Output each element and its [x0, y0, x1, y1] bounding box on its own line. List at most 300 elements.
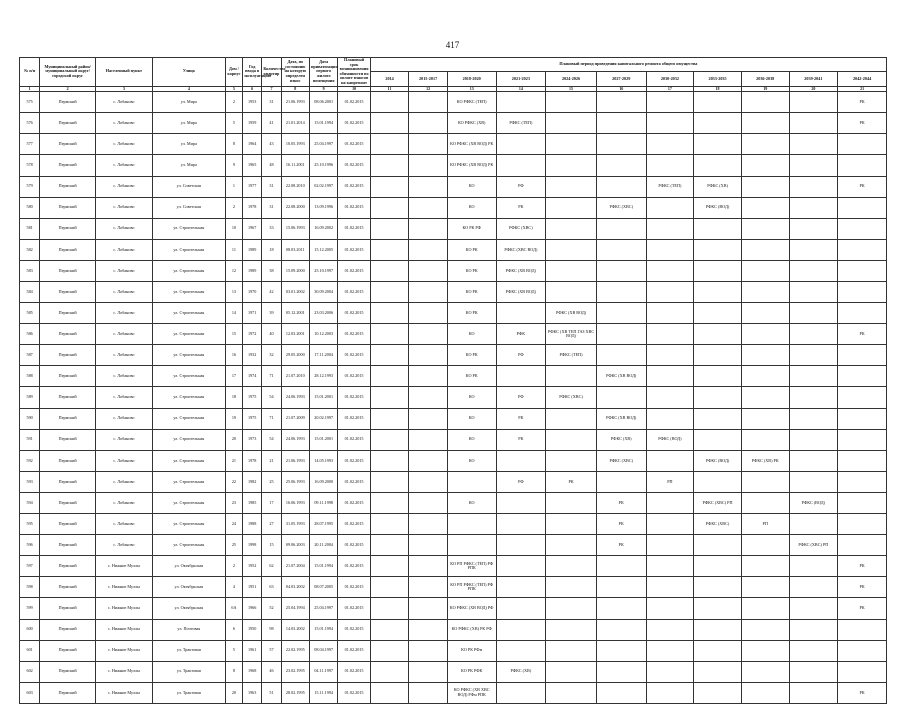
cell-settlement: с. Лобаново	[96, 514, 153, 535]
cell-flats: 25	[262, 471, 281, 492]
cell-period-works	[370, 429, 409, 450]
cell-settlement: с. Лобаново	[96, 429, 153, 450]
cell-period-works	[789, 619, 838, 640]
header-cell-column-number: 5	[225, 86, 242, 92]
cell-period-works	[546, 239, 597, 260]
cell-street: ул. Строительная	[152, 282, 225, 303]
cell-period-works	[409, 450, 448, 471]
table-row	[20, 514, 887, 535]
cell-period-works	[596, 134, 646, 155]
cell-period-works	[646, 387, 694, 408]
header-cell-privatization-date: Дата приватизации первого жилого помещения	[309, 58, 337, 87]
cell-period-works	[409, 535, 448, 556]
cell-period-works: КО РК	[447, 303, 496, 324]
cell-privatization-date: 08.07.2005	[309, 577, 337, 598]
header-cell-period: 2033-2035	[694, 72, 742, 86]
cell-period-works: РФКС (ХВ ВОД)	[596, 408, 646, 429]
cell-flats: 42	[262, 282, 281, 303]
cell-period-works	[741, 345, 789, 366]
cell-wear-date: 31.05.1993	[281, 514, 309, 535]
cell-period-works	[646, 113, 694, 134]
cell-period-works: РФКС (ХВ ВОД)	[546, 303, 597, 324]
cell-period-works	[370, 535, 409, 556]
cell-district: Пермский	[40, 450, 96, 471]
cell-year: 1966	[243, 598, 262, 619]
table-row	[20, 345, 887, 366]
cell-wear-date: 03.01.2002	[281, 282, 309, 303]
cell-wear-date: 09.06.2003	[281, 535, 309, 556]
cell-number: 590	[20, 408, 40, 429]
table-row	[20, 387, 887, 408]
cell-deadline: 01.02.2015	[338, 661, 370, 682]
cell-year: 1971	[243, 303, 262, 324]
cell-flats: 40	[262, 324, 281, 345]
cell-period-works	[409, 366, 448, 387]
cell-period-works	[694, 429, 742, 450]
cell-period-works: КО РФКС (ХВ)	[447, 113, 496, 134]
cell-period-works	[496, 535, 546, 556]
cell-flats: 71	[262, 408, 281, 429]
cell-period-works	[694, 155, 742, 176]
cell-period-works	[596, 556, 646, 577]
cell-period-works: РФКС (ХВ ВОД)	[496, 282, 546, 303]
cell-period-works: РФКС (ХВС)	[496, 218, 546, 239]
cell-wear-date: 24.06.1993	[281, 429, 309, 450]
cell-house: 2	[225, 92, 242, 113]
cell-period-works	[409, 113, 448, 134]
cell-house: 16	[225, 345, 242, 366]
table-row	[20, 450, 887, 471]
cell-period-works	[838, 134, 887, 155]
cell-district: Пермский	[40, 408, 96, 429]
cell-year: 1963	[243, 682, 262, 703]
cell-period-works	[646, 408, 694, 429]
cell-period-works	[596, 682, 646, 703]
table-row	[20, 134, 887, 155]
cell-period-works: РК	[838, 577, 887, 598]
cell-district: Пермский	[40, 366, 96, 387]
cell-period-works	[646, 450, 694, 471]
cell-year: 1951	[243, 577, 262, 598]
cell-flats: 21	[262, 450, 281, 471]
cell-period-works	[409, 134, 448, 155]
header-cell-column-number: 10	[338, 86, 370, 92]
header-cell-period-group: Плановый период проведения капитального ремонта общего имущества	[370, 58, 886, 72]
table-row	[20, 556, 887, 577]
cell-period-works: РФКС (ХВ)	[496, 661, 546, 682]
cell-period-works	[646, 92, 694, 113]
cell-wear-date: 24.06.1993	[281, 387, 309, 408]
cell-deadline: 01.02.2015	[338, 682, 370, 703]
header-cell-column-number: 17	[646, 86, 694, 92]
cell-period-works	[789, 218, 838, 239]
cell-wear-date: 10.05.1993	[281, 134, 309, 155]
cell-wear-date: 25.04.1994	[281, 598, 309, 619]
cell-period-works	[838, 408, 887, 429]
cell-period-works	[646, 598, 694, 619]
cell-period-works: КО РК РФК	[447, 661, 496, 682]
cell-period-works	[370, 113, 409, 134]
cell-period-works: РФКС (ВОД)	[646, 429, 694, 450]
cell-number: 588	[20, 366, 40, 387]
table-row	[20, 113, 887, 134]
cell-period-works: КО РК	[447, 345, 496, 366]
cell-street: ул. Почтовая	[152, 619, 225, 640]
cell-privatization-date: 28.07.1995	[309, 514, 337, 535]
cell-period-works	[646, 303, 694, 324]
cell-period-works	[370, 345, 409, 366]
cell-wear-date: 23.02.1995	[281, 661, 309, 682]
cell-wear-date: 15.09.2000	[281, 260, 309, 281]
cell-deadline: 01.02.2015	[338, 619, 370, 640]
cell-period-works	[370, 197, 409, 218]
cell-period-works: РК	[838, 113, 887, 134]
cell-period-works: КО РП РФКС (ТЕП) РФ РПК	[447, 556, 496, 577]
cell-deadline: 01.02.2015	[338, 366, 370, 387]
cell-period-works	[496, 92, 546, 113]
table-row	[20, 577, 887, 598]
cell-period-works	[409, 514, 448, 535]
cell-district: Пермский	[40, 282, 96, 303]
cell-period-works	[741, 113, 789, 134]
cell-period-works	[789, 92, 838, 113]
cell-wear-date: 21.07.2010	[281, 366, 309, 387]
cell-period-works	[546, 408, 597, 429]
cell-settlement: с. Лобаново	[96, 366, 153, 387]
header-cell-column-number: 4	[152, 86, 225, 92]
cell-house: 5	[225, 640, 242, 661]
cell-period-works: КО	[447, 324, 496, 345]
table-row	[20, 303, 887, 324]
cell-wear-date: 16.06.1993	[281, 492, 309, 513]
cell-period-works	[546, 282, 597, 303]
cell-period-works	[409, 661, 448, 682]
cell-period-works: КО РК	[447, 239, 496, 260]
cell-period-works	[741, 366, 789, 387]
table-row	[20, 429, 887, 450]
header-cell-column-number: 6	[243, 86, 262, 92]
cell-period-works: КО	[447, 450, 496, 471]
cell-house: 24	[225, 514, 242, 535]
cell-period-works	[838, 239, 887, 260]
cell-settlement: с. Лобаново	[96, 303, 153, 324]
cell-district: Пермский	[40, 471, 96, 492]
cell-period-works: РФ	[496, 345, 546, 366]
cell-period-works	[646, 492, 694, 513]
cell-deadline: 01.02.2015	[338, 324, 370, 345]
cell-period-works: КО РФКС (ХВ ВОД) РФ	[447, 598, 496, 619]
table-row	[20, 282, 887, 303]
cell-settlement: с. Лобаново	[96, 197, 153, 218]
cell-year: 1978	[243, 450, 262, 471]
cell-period-works	[447, 471, 496, 492]
cell-period-works: РФКС (ТЕП)	[646, 176, 694, 197]
cell-period-works	[789, 303, 838, 324]
table-row	[20, 471, 887, 492]
cell-settlement: с. Лобаново	[96, 345, 153, 366]
cell-house: 22	[225, 471, 242, 492]
cell-district: Пермский	[40, 345, 96, 366]
cell-privatization-date: 16.09.2002	[309, 218, 337, 239]
cell-period-works	[496, 598, 546, 619]
cell-period-works: РФКС (ХВ)	[694, 176, 742, 197]
cell-period-works	[646, 324, 694, 345]
cell-period-works	[789, 598, 838, 619]
cell-settlement: с. Лобаново	[96, 450, 153, 471]
cell-number: 595	[20, 514, 40, 535]
cell-wear-date: 15.06.1993	[281, 218, 309, 239]
cell-number: 580	[20, 197, 40, 218]
cell-number: 591	[20, 429, 40, 450]
cell-period-works	[694, 218, 742, 239]
table-row	[20, 239, 887, 260]
cell-flats: 38	[262, 260, 281, 281]
cell-flats: 15	[262, 535, 281, 556]
cell-period-works	[370, 260, 409, 281]
cell-number: 596	[20, 535, 40, 556]
table-row	[20, 324, 887, 345]
header-cell-period: 2024-2026	[546, 72, 597, 86]
cell-period-works	[596, 303, 646, 324]
cell-period-works	[646, 282, 694, 303]
cell-period-works	[496, 450, 546, 471]
cell-house: 25	[225, 535, 242, 556]
cell-period-works	[409, 492, 448, 513]
cell-year: 1959	[243, 113, 262, 134]
cell-settlement: с. Нижние Муллы	[96, 577, 153, 598]
cell-period-works	[546, 260, 597, 281]
cell-privatization-date: 08.04.1997	[309, 640, 337, 661]
cell-period-works	[838, 366, 887, 387]
cell-year: 1989	[243, 239, 262, 260]
cell-privatization-date: 16.09.2000	[309, 471, 337, 492]
cell-house: 6	[225, 619, 242, 640]
cell-period-works	[838, 471, 887, 492]
cell-privatization-date: 15.01.2001	[309, 387, 337, 408]
cell-flats: 54	[262, 429, 281, 450]
cell-period-works	[646, 619, 694, 640]
cell-house: 2	[225, 197, 242, 218]
cell-period-works	[789, 155, 838, 176]
cell-period-works: РК	[838, 176, 887, 197]
cell-year: 1972	[243, 324, 262, 345]
cell-period-works	[546, 176, 597, 197]
cell-period-works: РФКС (ХВ ВОД)	[496, 260, 546, 281]
header-cell-period: 2018-2020	[447, 72, 496, 86]
cell-period-works	[789, 239, 838, 260]
cell-year: 1989	[243, 260, 262, 281]
cell-settlement: с. Лобаново	[96, 176, 153, 197]
cell-deadline: 01.02.2015	[338, 556, 370, 577]
cell-street: ул. Строительная	[152, 492, 225, 513]
cell-wear-date: 16.11.2001	[281, 155, 309, 176]
cell-period-works	[496, 492, 546, 513]
cell-street: ул. Строительная	[152, 366, 225, 387]
cell-period-works	[546, 556, 597, 577]
cell-period-works: КО РП РФКС (ТЕП) РФ РПК	[447, 577, 496, 598]
cell-period-works: РФ	[496, 387, 546, 408]
cell-period-works	[370, 155, 409, 176]
cell-period-works	[596, 155, 646, 176]
cell-period-works	[646, 661, 694, 682]
cell-number: 599	[20, 598, 40, 619]
cell-period-works	[496, 134, 546, 155]
cell-period-works: РФКС (ХВС)	[694, 514, 742, 535]
cell-period-works	[409, 577, 448, 598]
cell-street: ул. Трактовая	[152, 661, 225, 682]
cell-period-works	[741, 239, 789, 260]
cell-period-works: РП	[646, 471, 694, 492]
cell-period-works: КО РК РФм	[447, 640, 496, 661]
header-cell-column-number: 11	[370, 86, 409, 92]
cell-period-works	[546, 366, 597, 387]
header-cell-number: № п/п	[20, 58, 40, 87]
table-row	[20, 197, 887, 218]
cell-district: Пермский	[40, 640, 96, 661]
cell-period-works	[370, 282, 409, 303]
cell-period-works: РФКС (ХВС) РП	[789, 535, 838, 556]
cell-wear-date: 22.02.1995	[281, 640, 309, 661]
cell-period-works	[694, 661, 742, 682]
cell-period-works	[741, 682, 789, 703]
cell-period-works	[646, 577, 694, 598]
cell-privatization-date: 25.10.1997	[309, 260, 337, 281]
cell-wear-date: 21.01.2014	[281, 113, 309, 134]
cell-period-works	[838, 661, 887, 682]
cell-period-works	[370, 303, 409, 324]
cell-deadline: 01.02.2015	[338, 134, 370, 155]
cell-number: 598	[20, 577, 40, 598]
cell-period-works	[741, 387, 789, 408]
cell-settlement: с. Нижние Муллы	[96, 556, 153, 577]
cell-street: ул. Строительная	[152, 429, 225, 450]
cell-wear-date: 21.06.1993	[281, 450, 309, 471]
cell-flats: 71	[262, 366, 281, 387]
header-cell-column-number: 21	[838, 86, 887, 92]
cell-period-works	[546, 598, 597, 619]
cell-period-works	[370, 450, 409, 471]
cell-district: Пермский	[40, 176, 96, 197]
cell-period-works: КО РФКС (ХВ ВОД) РК	[447, 134, 496, 155]
cell-privatization-date: 15.12.2005	[309, 239, 337, 260]
cell-number: 594	[20, 492, 40, 513]
cell-flats: 31	[262, 197, 281, 218]
cell-period-works	[694, 619, 742, 640]
capital-repair-register-table	[19, 57, 887, 704]
table-row	[20, 535, 887, 556]
cell-number: 576	[20, 113, 40, 134]
header-cell-column-number: 18	[694, 86, 742, 92]
cell-wear-date: 04.03.2002	[281, 577, 309, 598]
cell-period-works	[741, 661, 789, 682]
cell-period-works	[838, 640, 887, 661]
cell-period-works	[789, 514, 838, 535]
header-cell-column-number: 19	[741, 86, 789, 92]
cell-period-works	[370, 134, 409, 155]
cell-period-works	[370, 366, 409, 387]
cell-period-works	[546, 640, 597, 661]
cell-period-works	[646, 682, 694, 703]
cell-street: ул. Советская	[152, 176, 225, 197]
header-cell-column-number: 15	[546, 86, 597, 92]
cell-settlement: с. Нижние Муллы	[96, 619, 153, 640]
cell-period-works	[596, 598, 646, 619]
cell-deadline: 01.02.2015	[338, 598, 370, 619]
cell-period-works	[694, 682, 742, 703]
cell-period-works: РФКС (ВОД)	[694, 450, 742, 471]
cell-house: 9	[225, 155, 242, 176]
cell-deadline: 01.02.2015	[338, 113, 370, 134]
cell-privatization-date: 15.01.2001	[309, 429, 337, 450]
cell-house: 8	[225, 134, 242, 155]
header-cell-street: Улица	[152, 58, 225, 87]
cell-period-works	[646, 640, 694, 661]
cell-period-works	[596, 92, 646, 113]
cell-flats: 33	[262, 218, 281, 239]
cell-period-works	[838, 387, 887, 408]
cell-period-works: РК	[838, 92, 887, 113]
cell-house: 1	[225, 176, 242, 197]
cell-period-works	[370, 598, 409, 619]
cell-privatization-date: 08.06.2001	[309, 92, 337, 113]
cell-street: ул. Строительная	[152, 324, 225, 345]
cell-house: 2	[225, 556, 242, 577]
table-row	[20, 492, 887, 513]
cell-flats: 43	[262, 134, 281, 155]
cell-deadline: 01.02.2015	[338, 640, 370, 661]
cell-district: Пермский	[40, 303, 96, 324]
cell-street: ул. Строительная	[152, 303, 225, 324]
cell-flats: 51	[262, 682, 281, 703]
cell-period-works	[596, 661, 646, 682]
cell-period-works	[694, 239, 742, 260]
cell-period-works: КО РФКС (ХВ) РК РФ	[447, 619, 496, 640]
cell-period-works	[409, 682, 448, 703]
cell-period-works	[741, 577, 789, 598]
cell-period-works	[409, 640, 448, 661]
cell-period-works: КО РК	[447, 366, 496, 387]
cell-flats: 98	[262, 619, 281, 640]
header-cell-period: 2015-2017	[409, 72, 448, 86]
cell-period-works	[370, 218, 409, 239]
cell-settlement: с. Лобаново	[96, 324, 153, 345]
cell-period-works	[741, 535, 789, 556]
cell-settlement: с. Лобаново	[96, 471, 153, 492]
cell-period-works	[789, 661, 838, 682]
cell-period-works	[741, 282, 789, 303]
cell-period-works	[646, 556, 694, 577]
cell-deadline: 01.02.2015	[338, 408, 370, 429]
cell-settlement: с. Лобаново	[96, 387, 153, 408]
cell-house: 23	[225, 492, 242, 513]
cell-district: Пермский	[40, 387, 96, 408]
cell-year: 1965	[243, 155, 262, 176]
table-row	[20, 92, 887, 113]
cell-number: 589	[20, 387, 40, 408]
cell-house: 20	[225, 429, 242, 450]
header-cell-year: Год ввода в эксплуатацию	[243, 58, 262, 87]
cell-house: 21	[225, 450, 242, 471]
cell-flats: 63	[262, 577, 281, 598]
table-row	[20, 640, 887, 661]
cell-house: 15	[225, 324, 242, 345]
cell-period-works	[546, 514, 597, 535]
cell-privatization-date: 20.11.2004	[309, 535, 337, 556]
cell-period-works	[741, 218, 789, 239]
cell-number: 579	[20, 176, 40, 197]
cell-period-works	[694, 260, 742, 281]
cell-privatization-date: 13.09.1996	[309, 197, 337, 218]
